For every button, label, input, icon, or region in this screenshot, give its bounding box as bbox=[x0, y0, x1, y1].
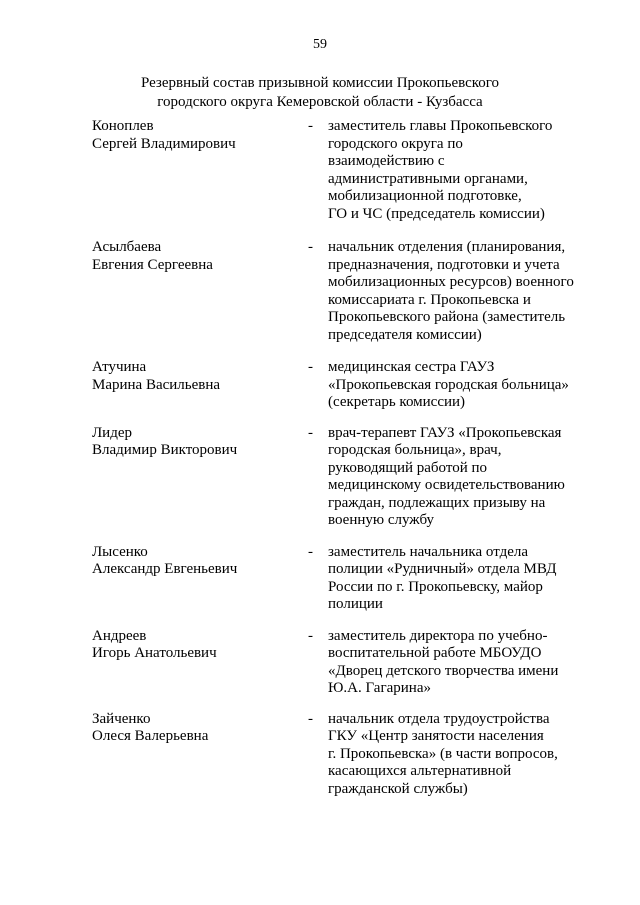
member-role bbox=[328, 628, 592, 698]
member-entry bbox=[92, 239, 592, 344]
member-entry bbox=[92, 711, 592, 799]
member-surname: Коноплев bbox=[92, 118, 154, 134]
role-line: Прокопьевского района (заместитель bbox=[328, 309, 566, 325]
member-role bbox=[328, 544, 592, 614]
role-line: полиции bbox=[328, 596, 383, 612]
role-line: граждан, подлежащих призыву на bbox=[328, 494, 546, 511]
role-line: г. Прокопьевска» (в части вопросов, bbox=[328, 745, 558, 762]
member-name bbox=[92, 711, 302, 746]
title-line-2: городского округа Кемеровской области - Кузбасса bbox=[157, 94, 483, 110]
role-line: городского округа по bbox=[328, 135, 463, 152]
role-line: медицинскому освидетельствованию bbox=[328, 477, 565, 493]
member-surname: Лидер bbox=[92, 424, 132, 441]
role-line: полиции «Рудничный» отдела МВД bbox=[328, 561, 557, 577]
role-line: воспитательной работе МБОУДО bbox=[328, 645, 542, 661]
member-role bbox=[328, 118, 592, 223]
separator-dash: - bbox=[308, 627, 313, 644]
document-title bbox=[0, 74, 640, 112]
member-name bbox=[92, 544, 302, 579]
member-surname: Лысенко bbox=[92, 543, 148, 560]
member-surname: Асылбаева bbox=[92, 239, 162, 255]
role-line: комиссариата г. Прокопьевска и bbox=[328, 291, 531, 308]
role-line: заместитель директора по учебно- bbox=[328, 627, 548, 644]
role-line: ГО и ЧС (председатель комиссии) bbox=[328, 205, 545, 222]
member-role bbox=[328, 239, 592, 344]
member-role bbox=[328, 425, 592, 530]
role-line: «Дворец детского творчества имени bbox=[328, 662, 559, 679]
member-surname: Зайченко bbox=[92, 710, 151, 727]
separator-dash: - bbox=[308, 359, 313, 375]
member-role bbox=[328, 359, 592, 412]
member-entry bbox=[92, 118, 592, 223]
role-line: военную службу bbox=[328, 512, 435, 528]
role-line: «Прокопьевская городская больница» bbox=[328, 376, 569, 393]
role-line: предназначения, подготовки и учета bbox=[328, 256, 560, 273]
member-entry bbox=[92, 359, 592, 412]
separator-dash: - bbox=[308, 710, 313, 727]
member-name bbox=[92, 239, 302, 274]
role-line: мобилизационных ресурсов) военного bbox=[328, 274, 574, 290]
role-line: врач-терапевт ГАУЗ «Прокопьевская bbox=[328, 424, 562, 441]
member-surname: Атучина bbox=[92, 359, 147, 375]
role-line: ГКУ «Центр занятости населения bbox=[328, 728, 544, 744]
member-name bbox=[92, 628, 302, 663]
member-surname: Андреев bbox=[92, 627, 147, 644]
role-line: председателя комиссии) bbox=[328, 326, 482, 343]
member-name bbox=[92, 425, 302, 460]
member-name bbox=[92, 359, 302, 394]
member-given-names: Олеся Валерьевна bbox=[92, 728, 209, 744]
role-line: заместитель начальника отдела bbox=[328, 543, 528, 560]
member-given-names: Александр Евгеньевич bbox=[92, 561, 238, 577]
member-role bbox=[328, 711, 592, 799]
separator-dash: - bbox=[308, 424, 313, 441]
role-line: руководящий работой по bbox=[328, 459, 488, 476]
commission-member-list bbox=[92, 118, 592, 798]
role-line: мобилизационной подготовке, bbox=[328, 188, 522, 204]
member-given-names: Сергей Владимирович bbox=[92, 135, 236, 152]
separator-dash: - bbox=[308, 239, 313, 255]
member-given-names: Игорь Анатольевич bbox=[92, 645, 217, 661]
member-entry bbox=[92, 425, 592, 530]
role-line: (секретарь комиссии) bbox=[328, 394, 466, 410]
role-line: гражданской службы) bbox=[328, 780, 468, 797]
role-line: касающихся альтернативной bbox=[328, 763, 512, 779]
role-line: медицинская сестра ГАУЗ bbox=[328, 359, 495, 375]
role-line: начальник отделения (планирования, bbox=[328, 239, 566, 255]
member-entry bbox=[92, 628, 592, 698]
title-line-1: Резервный состав призывной комиссии Прокопьевского bbox=[140, 75, 500, 91]
role-line: городская больница», врач, bbox=[328, 442, 502, 458]
page-number: 59 bbox=[313, 37, 327, 52]
member-entry bbox=[92, 544, 592, 614]
role-line: взаимодействию с bbox=[328, 153, 445, 169]
role-line: заместитель главы Прокопьевского bbox=[328, 118, 553, 134]
role-line: России по г. Прокопьевску, майор bbox=[328, 578, 543, 595]
role-line: административными органами, bbox=[328, 170, 528, 187]
separator-dash: - bbox=[308, 543, 313, 560]
member-name bbox=[92, 118, 302, 153]
member-given-names: Марина Васильевна bbox=[92, 376, 221, 393]
role-line: Ю.А. Гагарина» bbox=[328, 680, 431, 696]
member-given-names: Евгения Сергеевна bbox=[92, 256, 213, 273]
role-line: начальник отдела трудоустройства bbox=[328, 710, 550, 727]
separator-dash: - bbox=[308, 118, 313, 134]
member-given-names: Владимир Викторович bbox=[92, 442, 238, 458]
